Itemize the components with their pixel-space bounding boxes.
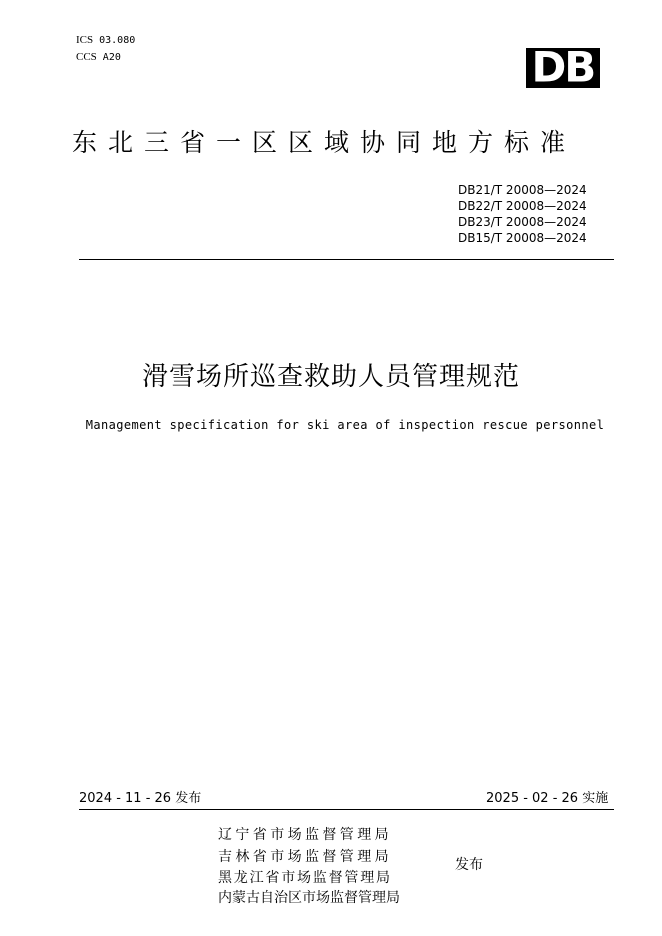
- standard-numbers: [458, 182, 587, 246]
- ics-label: ICS: [76, 34, 94, 46]
- authority-jilin: 吉林省市场监督管理局: [218, 849, 392, 865]
- authority-inner-mongolia: 内蒙古自治区市场监督管理局: [218, 890, 400, 906]
- standard-number-jl: DB22/T 20008—2024: [458, 199, 587, 213]
- ics-value: 03.080: [99, 35, 136, 46]
- ccs-value: A20: [102, 52, 121, 63]
- release-date: 2024 - 11 - 26 发布: [79, 791, 202, 806]
- db-logo: [526, 43, 600, 93]
- header-divider: [79, 259, 614, 260]
- authority-heilongjiang: 黑龙江省市场监督管理局: [218, 870, 392, 886]
- implementation-date: 2025 - 02 - 26 实施: [486, 791, 609, 806]
- standard-number-hlj: DB23/T 20008—2024: [458, 215, 587, 229]
- ccs-code: [76, 50, 121, 65]
- ccs-label: CCS: [76, 51, 97, 63]
- standard-number-ln: DB21/T 20008—2024: [458, 183, 587, 197]
- db-logo-text: DB: [531, 43, 595, 93]
- standard-number-nmg: DB15/T 20008—2024: [458, 231, 587, 245]
- standard-category: 东北三省一区区域协同地方标准: [72, 128, 577, 157]
- issue-label: 发布: [455, 857, 483, 873]
- document-title-english: Management specification for ski area of inspection rescue personnel: [85, 418, 605, 432]
- document-title: 滑雪场所巡查救助人员管理规范: [141, 362, 520, 392]
- authority-liaoning: 辽宁省市场监督管理局: [218, 827, 392, 843]
- footer-divider: [79, 809, 614, 810]
- ics-code: [76, 33, 135, 48]
